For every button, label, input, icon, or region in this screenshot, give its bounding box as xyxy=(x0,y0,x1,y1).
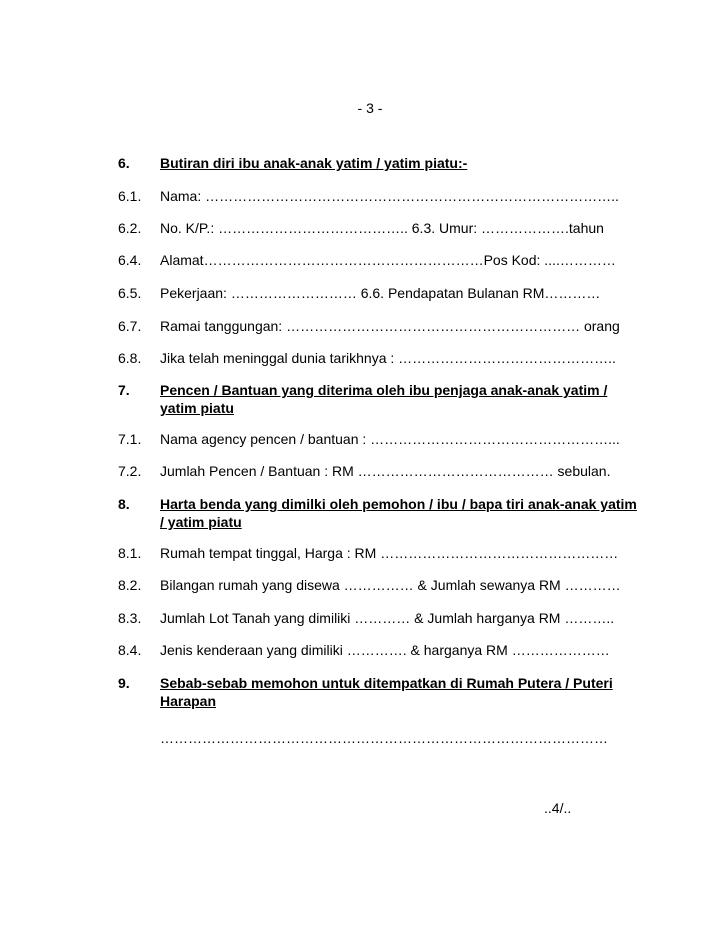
item-number: 7.2. xyxy=(118,463,142,479)
field-text: Jika telah meninggal dunia tarikhnya : ……………………………………….. xyxy=(160,350,616,366)
item-number: 8. xyxy=(118,496,130,512)
field-text: Nama: …………………………………………………………………………….. xyxy=(160,188,619,204)
item-number: 6.1. xyxy=(118,188,142,204)
item-number: 7.1. xyxy=(118,431,142,447)
field-text: Ramai tanggungan: ……………………………………………………… orang xyxy=(160,318,620,334)
field-text: Alamat……………………………………………………Pos Kod: ....………… xyxy=(160,252,616,268)
page-number: - 3 - xyxy=(357,100,383,116)
field-text: Bilangan rumah yang disewa …………… & Jumlah sewanya RM ………… xyxy=(160,577,621,593)
page-continuation: ..4/.. xyxy=(544,800,572,816)
answer-dotted-line: …………………………………………………………………………………… xyxy=(160,730,608,746)
heading-text: Harta benda yang dimilki oleh pemohon / ibu / bapa tiri anak-anak yatim / yatim piatu xyxy=(160,496,637,530)
field-text: Pekerjaan: ……………………… 6.6. Pendapatan Bulanan RM………… xyxy=(160,285,601,301)
heading-text: Pencen / Bantuan yang diterima oleh ibu penjaga anak-anak yatim / yatim piatu xyxy=(160,382,608,416)
item-number: 7. xyxy=(118,382,130,398)
item-number: 8.1. xyxy=(118,545,142,561)
item-number: 6.2. xyxy=(118,220,142,236)
item-number: 8.3. xyxy=(118,610,142,626)
item-number: 6.4. xyxy=(118,252,142,268)
field-text: No. K/P.: ………………………………….. 6.3. Umur: ……………….tahun xyxy=(160,220,604,236)
field-text: Jumlah Pencen / Bantuan : RM …………………………………… sebulan. xyxy=(160,463,611,479)
heading-text: Butiran diri ibu anak-anak yatim / yatim piatu:- xyxy=(160,155,468,171)
item-number: 8.4. xyxy=(118,642,142,658)
item-number: 6. xyxy=(118,155,130,171)
field-text: Nama agency pencen / bantuan : ……………………………………………... xyxy=(160,431,620,447)
item-number: 8.2. xyxy=(118,577,142,593)
field-text: Jumlah Lot Tanah yang dimiliki ………… & Jumlah harganya RM ……….. xyxy=(160,610,615,626)
heading-text: Sebab-sebab memohon untuk ditempatkan di Rumah Putera / Puteri Harapan xyxy=(160,675,613,709)
item-number: 9. xyxy=(118,675,130,691)
item-number: 6.5. xyxy=(118,285,142,301)
field-text: Rumah tempat tinggal, Harga : RM …………………………………………… xyxy=(160,545,619,561)
item-number: 6.8. xyxy=(118,350,142,366)
field-text: Jenis kenderaan yang dimiliki …………. & harganya RM ………………… xyxy=(160,642,610,658)
item-number: 6.7. xyxy=(118,318,142,334)
